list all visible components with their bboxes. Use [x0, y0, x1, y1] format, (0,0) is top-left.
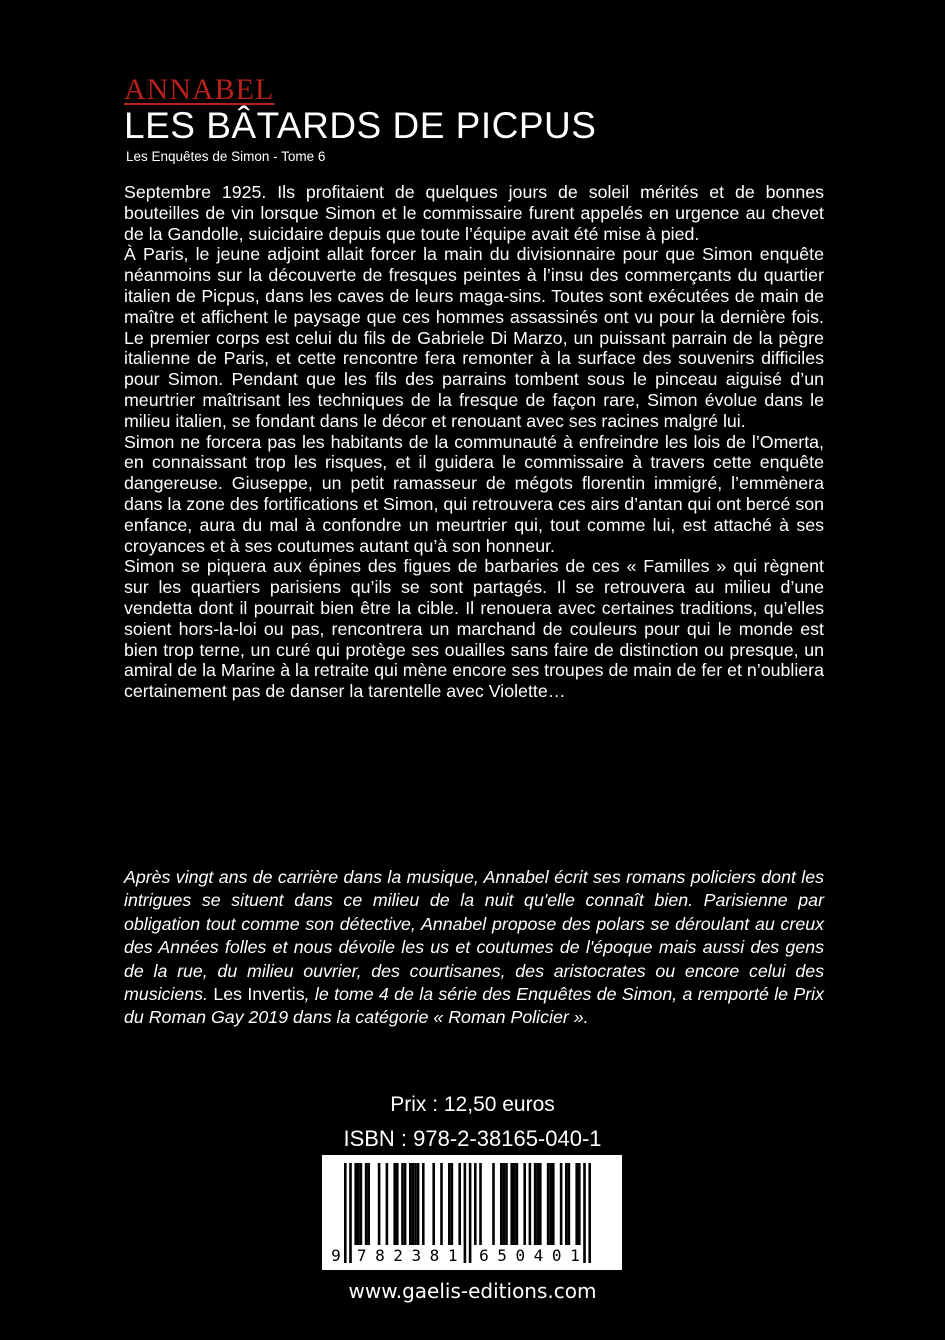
barcode-digit: 0: [551, 1246, 562, 1265]
barcode-bar: [367, 1163, 370, 1245]
barcode-bar: [404, 1163, 407, 1245]
barcode-bar: [505, 1163, 508, 1245]
barcode-bar: [414, 1163, 417, 1245]
barcode-bar: [578, 1163, 581, 1245]
barcode-bar: [510, 1163, 513, 1245]
barcode-digit: 5: [497, 1246, 507, 1265]
barcode-bar: [552, 1163, 555, 1245]
barcode-bar: [588, 1163, 591, 1263]
barcode-bar: [417, 1163, 420, 1245]
barcode-digit: 7: [356, 1246, 367, 1265]
publisher-website[interactable]: www.gaelis-editions.com: [348, 1279, 597, 1303]
barcode-bar: [422, 1163, 425, 1245]
isbn: ISBN : 978-2-38165-040-1: [343, 1126, 602, 1151]
barcode-bar: [451, 1163, 454, 1245]
barcode-bar: [448, 1163, 451, 1245]
barcode-bar: [401, 1163, 404, 1245]
barcode-digit: 6: [479, 1246, 489, 1265]
barcode-digit: 1: [570, 1246, 580, 1265]
bio-award-text: , le tome 4 de la série des Enquêtes de Simon, a remporté le Prix du Roman Gay 2019 dans la catégorie « Roman Policier ».: [124, 984, 824, 1028]
barcode-bar: [396, 1163, 399, 1245]
barcode-digit: 8: [375, 1246, 385, 1265]
price: Prix : 12,50 euros: [390, 1093, 555, 1116]
barcode-bar: [412, 1163, 415, 1245]
barcode-bar: [409, 1163, 412, 1245]
barcode-bar: [365, 1163, 368, 1245]
barcode-bar: [492, 1163, 495, 1245]
barcode-bar: [547, 1163, 550, 1245]
barcode-bar: [575, 1163, 578, 1245]
barcode-bar: [539, 1163, 542, 1245]
synopsis: [124, 182, 824, 702]
author-name: ANNABEL: [124, 73, 275, 106]
barcode-bar: [378, 1163, 381, 1245]
barcode-bar: [529, 1163, 532, 1245]
barcode-bar: [440, 1163, 443, 1245]
barcode-digit: 0: [515, 1246, 526, 1265]
synopsis-paragraph: Simon se piquera aux épines des figues de barbaries de ces « Familles » qui règnent sur les quartiers parisiens qu’ils se sont partagés. Il se retrouvera au milieu d’une vendetta dont il pourrait bien être la cible. Il renouera avec certaines traditions, qu’elles soient hors-la-loi ou pas, rencontrera un marchand de couleurs pour qui le monde est bien trop terne, un curé qui protège ses ouailles sans faire de distinction ou presque, un amiral de la Marine à la retraite qui mène encore ses troupes de main de fer et n’oubliera certainement pas de danser la tarentelle avec Violette…: [124, 556, 824, 702]
barcode-bar: [432, 1163, 435, 1245]
bio-text: Après vingt ans de carrière dans la musique, Annabel écrit ses romans policiers dont les intrigues se situent dans ce milieu de la nuit qu'elle connaît bien. Parisienne par obligation tout comme son détective, Annabel propose des polars se déroulant au creux des Années folles et nous dévoile les us et coutumes de l'époque mais aussi des gens de la rue, du milieu ouvrier, des courtisanes, des aristocrates ou encore celui des musiciens.: [124, 867, 824, 1005]
barcode-bar: [349, 1163, 352, 1263]
synopsis-paragraph: Septembre 1925. Ils profitaient de quelques jours de soleil mérités et de bonnes bouteilles de vin lorsque Simon et le commissaire furent appelés en urgence au chevet de la Gandolle, suicidaire depuis que toute l’équipe avait été mise à pied.: [124, 182, 824, 244]
barcode-bar: [503, 1163, 506, 1245]
barcode-digit: 8: [429, 1246, 440, 1265]
barcode-bar: [344, 1163, 347, 1263]
series-subtitle: Les Enquêtes de Simon - Tome 6: [126, 149, 326, 164]
author-bio: [124, 866, 824, 1030]
barcode-bar: [523, 1163, 526, 1245]
barcode-bar: [583, 1163, 586, 1263]
barcode-bar: [458, 1163, 461, 1245]
synopsis-paragraph: À Paris, le jeune adjoint allait forcer la main du divisionnaire pour que Simon enquête néanmoins sur la découverte de fresques peintes à l’insu des commerçants du quartier italien de Picpus, dans les caves de leurs maga-sins. Toutes sont exécutées de main de maître et affichent le paysage que ces hommes assassinés ont vu pour la dernière fois. Le premier corps est celui du fils de Gabriele Di Marzo, un puissant parrain de la pègre italienne de Paris, et cette rencontre fera remonter à la surface des souvenirs difficiles pour Simon. Pendant que les fils des parrains tombent sous le pinceau aiguisé d’un meurtrier maîtrisant les techniques de la fresque de façon rare, Simon évolue dans le milieu italien, se fondant dans le décor et renouant avec ses racines malgré lui.: [124, 244, 824, 431]
barcode-bar: [549, 1163, 552, 1245]
barcode-bar: [536, 1163, 539, 1245]
barcode-bar: [479, 1163, 482, 1245]
barcode-bar: [534, 1163, 537, 1245]
barcode-digit: 1: [447, 1246, 458, 1265]
bio-book-reference: Les Invertis: [208, 984, 305, 1005]
synopsis-paragraph: Simon ne forcera pas les habitants de la communauté à enfreindre les lois de l’Omerta, en connaissant trop les risques, et il guidera le commissaire à travers cette enquête dangereuse. Giuseppe, un petit ramasseur de mégots florentin immigré, l’emmènera dans la zone des fortifications et Simon, qui retrouvera ces airs d’antan qui ont bercé son enfance, aura du mal à confondre un meurtrier qui, tout comme lui, est attaché à ses croyances et à ses coutumes autant qu’à son honneur.: [124, 431, 824, 556]
barcode-bar: [386, 1163, 389, 1245]
barcode-bar: [469, 1163, 472, 1263]
barcode-bar: [568, 1163, 571, 1245]
barcode-bar: [474, 1163, 477, 1245]
book-title: LES BÂTARDS DE PICPUS: [124, 105, 597, 146]
barcode-digit: 4: [533, 1246, 544, 1265]
barcode-bar: [565, 1163, 568, 1245]
barcode-digit: 3: [411, 1246, 422, 1265]
barcode-bar: [357, 1163, 360, 1245]
barcode-digit: 9: [331, 1246, 341, 1265]
barcode-bar: [500, 1163, 503, 1245]
barcode-bar: [516, 1163, 519, 1245]
barcode-bar: [393, 1163, 396, 1245]
barcode-bar: [354, 1163, 357, 1245]
barcode-bar: [513, 1163, 516, 1245]
barcode-bar: [560, 1163, 563, 1245]
barcode-bar: [360, 1163, 363, 1245]
barcode-bar: [464, 1163, 467, 1263]
barcode-digit: 2: [393, 1246, 403, 1265]
